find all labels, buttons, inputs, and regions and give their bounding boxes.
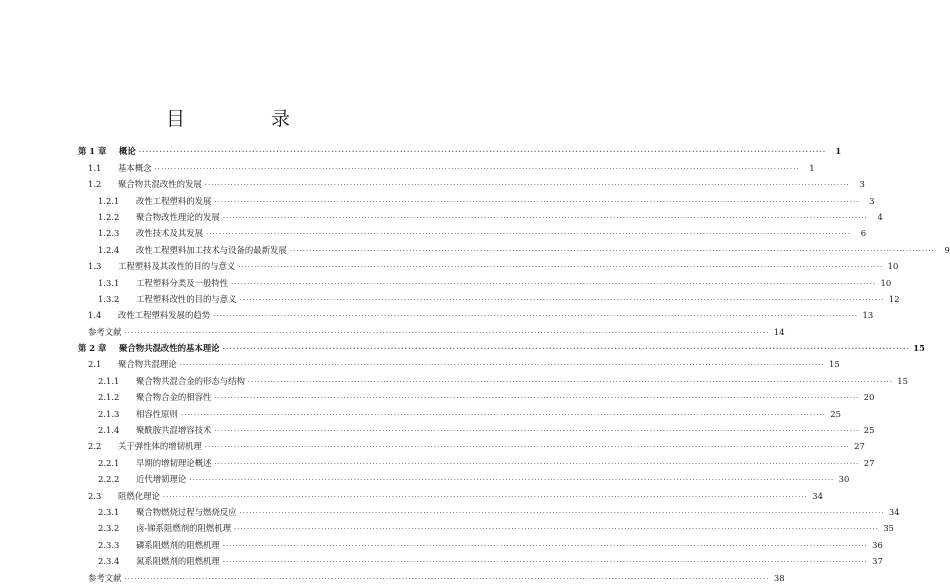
- table-of-contents: [78, 141, 950, 584]
- toc-entry-title: 聚合物共混理论: [118, 359, 177, 370]
- toc-leader-dots: ········································································································································································································: [222, 558, 868, 567]
- toc-entry-number: 1.1: [88, 162, 102, 173]
- toc-entry-number: 1.4: [88, 310, 102, 321]
- toc-leader-dots: ········································································································································································································: [239, 295, 885, 304]
- toc-entry-page: 14: [773, 326, 785, 337]
- toc-entry-number: 2.1.2: [98, 392, 120, 403]
- toc-leader-dots: ········································································································································································································: [124, 328, 770, 337]
- toc-entry[interactable]: [78, 518, 894, 534]
- toc-entry-number: 2.3: [88, 490, 102, 501]
- toc-entry[interactable]: [78, 354, 840, 370]
- toc-entry-page: 6: [860, 228, 867, 239]
- toc-entry[interactable]: [78, 387, 875, 403]
- toc-entry[interactable]: [78, 420, 875, 436]
- toc-entry-page: 13: [862, 310, 874, 321]
- toc-leader-dots: ········································································································································································································: [180, 410, 826, 419]
- toc-entry-title: 聚酰胺共混增容技术: [136, 425, 212, 436]
- toc-entry-page: 37: [872, 556, 883, 567]
- toc-entry-number: 1.2.3: [98, 228, 120, 239]
- toc-entry-title: 基本概念: [118, 162, 152, 173]
- toc-entry-number: 第 1 章: [78, 146, 107, 157]
- toc-leader-dots: ········································································································································································································: [189, 476, 835, 485]
- toc-entry-title: 磷系阻燃剂的阻燃机理: [136, 539, 220, 550]
- toc-entry-page: 3: [859, 179, 865, 190]
- toc-entry-title: 改性工程塑料的发展: [136, 195, 212, 206]
- toc-leader-dots: ········································································································································································································: [124, 574, 770, 583]
- toc-entry-page: 25: [863, 425, 875, 436]
- toc-entry-page: 10: [887, 261, 899, 272]
- toc-entry-number: 2.2.1: [98, 457, 120, 468]
- toc-entry[interactable]: [78, 567, 785, 583]
- toc-entry-number: 2.3.3: [98, 539, 120, 550]
- toc-entry-title: 改性技术及其发展: [136, 228, 203, 239]
- toc-entry[interactable]: [78, 321, 785, 337]
- toc-entry-page: 20: [863, 392, 875, 403]
- toc-entry[interactable]: [78, 436, 865, 452]
- toc-entry-number: 2.1.1: [98, 375, 120, 386]
- toc-entry[interactable]: [78, 403, 841, 419]
- toc-entry[interactable]: [78, 534, 883, 550]
- toc-leader-dots: ········································································································································································································: [222, 213, 868, 222]
- toc-entry[interactable]: [78, 452, 875, 468]
- toc-entry-number: 1.2.1: [98, 195, 120, 206]
- toc-entry-title: 改性工程塑料发展的趋势: [118, 310, 211, 321]
- toc-entry-page: 30: [838, 474, 850, 485]
- toc-entry-title: 聚合物共混改性的发展: [118, 179, 202, 190]
- toc-entry-page: 34: [812, 490, 823, 501]
- toc-entry[interactable]: [78, 469, 850, 485]
- toc-entry[interactable]: [78, 190, 875, 206]
- toc-leader-dots: ········································································································································································································: [204, 443, 850, 452]
- toc-entry[interactable]: [78, 207, 883, 223]
- toc-leader-dots: ········································································································································································································: [289, 246, 935, 255]
- toc-entry[interactable]: [78, 289, 900, 305]
- toc-leader-dots: ········································································································································································································: [214, 427, 860, 436]
- toc-entry-page: 3: [869, 195, 875, 206]
- toc-entry-title: 参考文献: [88, 326, 122, 337]
- toc-entry-title: 聚合物改性理论的发展: [136, 211, 220, 222]
- toc-entry-page: 34: [888, 506, 900, 517]
- toc-entry[interactable]: [78, 223, 867, 239]
- toc-leader-dots: ········································································································································································································: [247, 377, 893, 386]
- toc-entry-number: 1.2.2: [98, 211, 120, 222]
- toc-entry-page: 15: [913, 343, 925, 354]
- toc-leader-dots: ········································································································································································································: [239, 508, 885, 517]
- toc-entry[interactable]: [78, 370, 908, 386]
- toc-entry-page: 15: [828, 359, 840, 370]
- toc-entry-page: 10: [880, 277, 892, 288]
- toc-entry[interactable]: [78, 174, 865, 190]
- toc-leader-dots: ········································································································································································································: [206, 230, 852, 239]
- toc-entry-page: 27: [863, 457, 875, 468]
- toc-entry-title: 工程塑料改性的目的与意义: [136, 293, 237, 304]
- toc-entry-number: 2.3.1: [98, 506, 120, 517]
- toc-entry-number: 2.2.2: [98, 474, 120, 485]
- toc-leader-dots: ········································································································································································································: [154, 164, 800, 173]
- toc-leader-dots: ········································································································································································································: [214, 197, 860, 206]
- toc-entry-title: 聚合物共混合金的形态与结构: [136, 375, 245, 386]
- page-title: 目 录: [165, 108, 331, 130]
- toc-entry-number: 2.3.4: [98, 556, 120, 567]
- toc-entry[interactable]: [78, 272, 892, 288]
- toc-entry-title: 概论: [119, 146, 136, 157]
- toc-entry-number: 2.1.3: [98, 408, 120, 419]
- toc-entry[interactable]: [78, 141, 842, 157]
- toc-leader-dots: ········································································································································································································: [162, 492, 808, 501]
- toc-entry-page: 15: [897, 375, 908, 386]
- toc-entry-page: 4: [877, 211, 883, 222]
- toc-entry-title: 聚合物共混改性的基本理论: [119, 343, 220, 354]
- toc-entry-title: 卤-锑系阻燃剂的阻燃机理: [136, 523, 231, 534]
- toc-leader-dots: ········································································································································································································: [222, 344, 910, 354]
- toc-entry-page: 12: [888, 293, 900, 304]
- toc-leader-dots: ········································································································································································································: [233, 525, 879, 534]
- toc-entry[interactable]: [78, 338, 925, 354]
- toc-entry-title: 氮系阻燃剂的阻燃机理: [136, 556, 220, 567]
- toc-leader-dots: ········································································································································································································: [179, 361, 825, 370]
- toc-entry-number: 2.1: [88, 359, 102, 370]
- toc-entry-title: 改性工程塑料加工技术与设备的最新发展: [136, 244, 287, 255]
- toc-entry[interactable]: [78, 157, 815, 173]
- toc-entry-page: 1: [809, 162, 815, 173]
- toc-entry-page: 35: [883, 523, 894, 534]
- toc-entry[interactable]: [78, 502, 900, 518]
- toc-entry-title: 参考文献: [88, 572, 122, 583]
- toc-entry-page: 9: [944, 244, 950, 255]
- toc-leader-dots: ········································································································································································································: [222, 541, 868, 550]
- toc-entry-page: 1: [835, 146, 842, 157]
- toc-entry-title: 阻燃化理论: [118, 490, 160, 501]
- toc-entry[interactable]: [78, 239, 950, 255]
- toc-leader-dots: ········································································································································································································: [231, 279, 877, 288]
- toc-entry-title: 关于弹性体的增韧机理: [118, 441, 202, 452]
- toc-leader-dots: ········································································································································································································: [138, 147, 827, 157]
- toc-entry-number: 1.2: [88, 179, 102, 190]
- toc-entry-title: 工程塑料分类及一般特性: [136, 277, 229, 288]
- toc-entry-number: 1.3.1: [98, 277, 120, 288]
- toc-entry-title: 聚合物合金的相容性: [136, 392, 212, 403]
- toc-leader-dots: ········································································································································································································: [204, 181, 850, 190]
- toc-entry[interactable]: [78, 485, 823, 501]
- toc-entry-number: 第 2 章: [78, 343, 107, 354]
- toc-entry[interactable]: [78, 305, 874, 321]
- toc-entry-title: 近代增韧理论: [136, 474, 187, 485]
- toc-leader-dots: ········································································································································································································: [214, 394, 860, 403]
- toc-entry[interactable]: [78, 256, 899, 272]
- toc-entry-number: 1.2.4: [98, 244, 120, 255]
- toc-leader-dots: ········································································································································································································: [213, 312, 859, 321]
- toc-entry-page: 36: [872, 539, 883, 550]
- toc-entry-number: 2.1.4: [98, 425, 120, 436]
- toc-entry-page: 25: [830, 408, 841, 419]
- toc-leader-dots: ········································································································································································································: [214, 459, 860, 468]
- toc-entry-page: 27: [854, 441, 865, 452]
- toc-entry-title: 聚合物燃烧过程与燃烧反应: [136, 506, 237, 517]
- toc-entry-number: 1.3: [88, 261, 102, 272]
- toc-entry-title: 早期的增韧理论概述: [136, 457, 212, 468]
- toc-entry-title: 工程塑料及其改性的目的与意义: [118, 261, 236, 272]
- toc-entry-title: 相容性原则: [136, 408, 178, 419]
- toc-entry-number: 2.3.2: [98, 523, 120, 534]
- toc-entry-page: 38: [773, 572, 785, 583]
- toc-leader-dots: ········································································································································································································: [238, 263, 884, 272]
- toc-entry-number: 2.2: [88, 441, 102, 452]
- toc-entry[interactable]: [78, 551, 883, 567]
- toc-entry-number: 1.3.2: [98, 293, 120, 304]
